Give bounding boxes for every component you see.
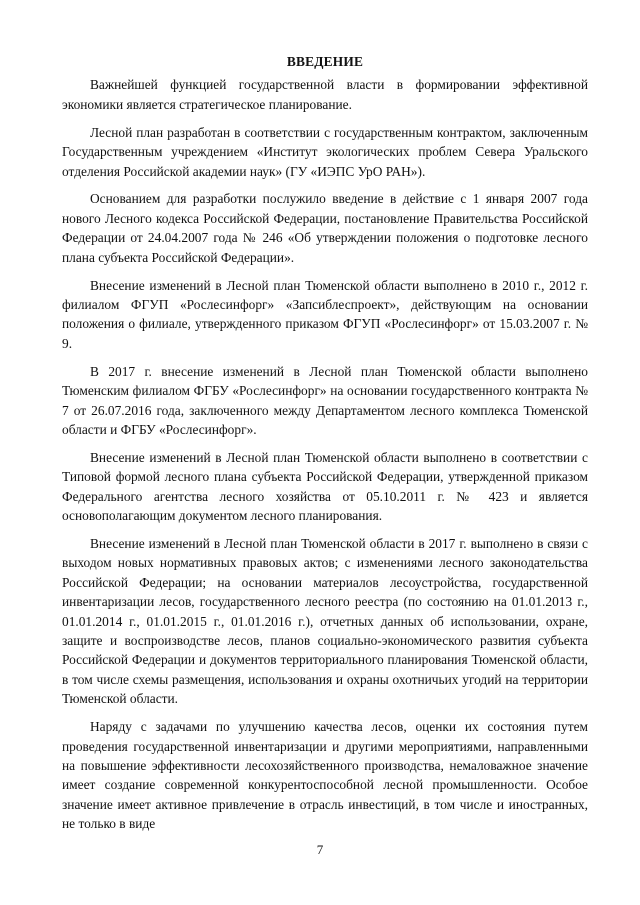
page-number: 7 xyxy=(316,842,324,857)
paragraph-8: Наряду с задачами по улучшению качества лесов, оценки их состояния путем проведения государственной инвентаризации и другими мероприятиями, направленными на повышение эффективности лесохозяйственного производства, немаловажное значение имеет создание современной конкурентоспособной лесной промышленности. Особое значение имеет активное привлечение в отрасль инвестиций, в том числе и иностранных, не только в виде xyxy=(62,719,588,832)
paragraph-4: Внесение изменений в Лесной план Тюменской области выполнено в 2010 г., 2012 г. филиалом ФГУП «Рослесинфорг» «Запсиблеспроект», действующим на основании положения о филиале, утвержденного приказом ФГУП «Рослесинфорг» от 15.03.2007 г. № 9. xyxy=(62,277,588,351)
document-page xyxy=(62,52,588,834)
paragraph-5: В 2017 г. внесение изменений в Лесной план Тюменской области выполнено Тюменским филиалом ФГБУ «Рослесинфорг» на основании государственного контракта № 7 от 26.07.2016 года, заключенного между Департаментом лесного комплекса Тюменской области и ФГБУ «Рослесинфорг». xyxy=(62,363,588,437)
paragraph-1: Важнейшей функцией государственной власти в формировании эффективной экономики является стратегическое планирование. xyxy=(62,77,588,112)
document-heading: ВВЕДЕНИЕ xyxy=(286,54,364,69)
paragraph-2: Лесной план разработан в соответствии с государственным контрактом, заключенным Государственным учреждением «Институт экологических проблем Севера Уральского отделения Российской академии наук» (ГУ «ИЭПС УрО РАН»). xyxy=(62,124,588,179)
paragraph-7: Внесение изменений в Лесной план Тюменской области в 2017 г. выполнено в связи с выходом новых нормативных правовых актов; с изменениями лесного законодательства Российской Федерации; на основании материалов лесоустройства, государственной инвентаризации лесов, государственного лесного реестра (по состоянию на 01.01.2013 г., 01.01.2014 г., 01.01.2015 г., 01.01.2016 г.), отчетных данных об использовании, охране, защите и воспроизводстве лесов, планов социально-экономического развития субъекта Российской Федерации и документов территориального планирования Тюменской области, в том числе схемы размещения, использования и охраны охотничьих угодий на территории Тюменской области. xyxy=(62,535,588,707)
paragraph-3: Основанием для разработки послужило введение в действие с 1 января 2007 года нового Лесного кодекса Российской Федерации, постановление Правительства Российской Федерации от 24.04.2007 года № 246 «Об утверждении положения о подготовке лесного плана субъекта Российской Федерации». xyxy=(62,191,588,265)
paragraph-6: Внесение изменений в Лесной план Тюменской области выполнено в соответствии с Типовой формой лесного плана субъекта Российской Федерации, утвержденной приказом Федерального агентства лесного хозяйства от 05.10.2011 г. № 423 и является основополагающим документом лесного планирования. xyxy=(62,449,588,524)
